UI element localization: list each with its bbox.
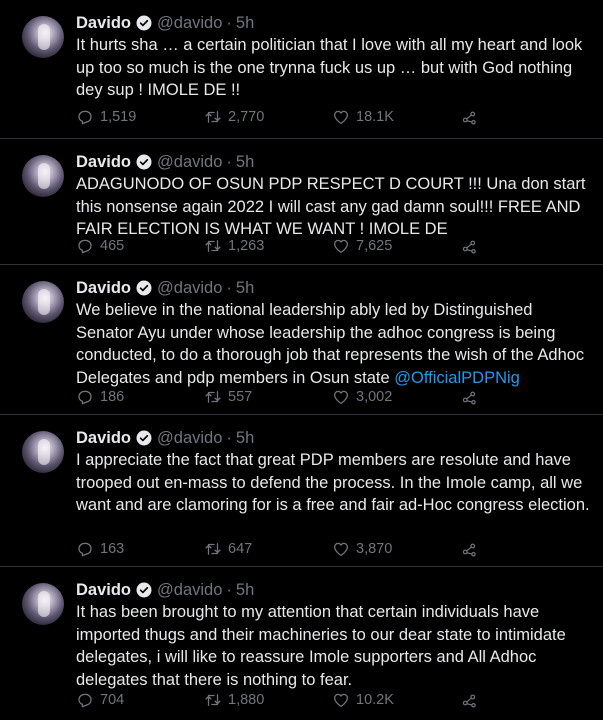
tweet-text-content: ADAGUNODO OF OSUN PDP RESPECT D COURT !!! Una don start this nonsense again 2022 I will cast any gad damn soul!!! FREE AND FAIR ELECTION IS WHAT WE WANT ! IMOLE DE [76,175,586,238]
tweet-text-content: It hurts sha … a certain politician that I love with all my heart and look up too so much is the one trynna fuck us up … but with God nothing dey sup ! IMOLE DE !! [76,36,583,99]
retweet-count: 557 [228,389,253,405]
tweet[interactable] [0,265,603,415]
reply-icon [76,388,94,406]
retweet-icon [204,237,222,255]
tweet[interactable] [0,415,603,567]
verified-badge-icon [135,14,153,32]
tweet[interactable] [0,139,603,265]
tweet-body [76,151,591,241]
tweet-time[interactable]: 5h [235,429,255,447]
like-button[interactable] [332,539,392,559]
like-icon [332,540,350,558]
retweet-count: 1,263 [228,238,265,254]
author-name[interactable]: Davido [76,14,132,32]
retweet-icon [204,691,222,709]
tweet-time[interactable]: 5h [235,581,255,599]
separator: · [226,153,232,171]
reply-icon [76,540,94,558]
reply-icon [76,237,94,255]
author-name[interactable]: Davido [76,153,132,171]
tweet[interactable] [0,567,603,720]
tweet-body [76,427,591,517]
retweet-icon [204,540,222,558]
reply-icon [76,691,94,709]
author-handle[interactable]: @davido [157,581,223,599]
tweet-time[interactable]: 5h [235,279,255,297]
avatar[interactable] [22,583,64,625]
like-icon [332,388,350,406]
retweet-button[interactable] [204,387,252,407]
reply-icon [76,108,94,126]
avatar[interactable] [22,155,64,197]
like-count: 7,625 [356,238,393,254]
reply-button[interactable] [76,107,136,127]
avatar[interactable] [22,281,64,323]
separator: · [226,279,232,297]
like-icon [332,108,350,126]
reply-button[interactable] [76,690,124,710]
reply-button[interactable] [76,539,124,559]
avatar[interactable] [22,431,64,473]
mention-link[interactable]: @OfficialPDPNig [394,368,520,387]
share-button[interactable] [460,690,478,710]
share-icon [460,388,478,406]
like-count: 3,870 [356,541,393,557]
retweet-icon [204,108,222,126]
retweet-button[interactable] [204,107,264,127]
tweet-body [76,12,591,102]
tweet-header [76,427,591,449]
tweet-text [76,173,591,241]
retweet-count: 1,880 [228,692,265,708]
like-count: 3,002 [356,389,393,405]
tweet-actions [76,236,496,256]
reply-count: 704 [100,692,125,708]
tweet-body [76,277,591,389]
like-button[interactable] [332,387,392,407]
like-count: 18.1K [356,109,394,125]
verified-badge-icon [135,429,153,447]
separator: · [226,581,232,599]
reply-count: 186 [100,389,125,405]
author-handle[interactable]: @davido [157,14,223,32]
like-count: 10.2K [356,692,394,708]
reply-count: 1,519 [100,109,137,125]
tweet-actions [76,690,496,710]
retweet-button[interactable] [204,236,264,256]
like-button[interactable] [332,690,394,710]
tweet-text [76,34,591,102]
tweet-text-content: It has been brought to my attention that certain individuals have imported thugs and their machineries to our dear state to intimidate delegates, i will like to reassure Imole supporters and All Adhoc delegates that there is nothing to fear. [76,603,566,689]
tweet-header [76,277,591,299]
retweet-button[interactable] [204,690,264,710]
share-icon [460,540,478,558]
share-button[interactable] [460,107,478,127]
tweet-header [76,12,591,34]
verified-badge-icon [135,153,153,171]
reply-count: 163 [100,541,125,557]
author-handle[interactable]: @davido [157,153,223,171]
like-icon [332,691,350,709]
reply-count: 465 [100,238,125,254]
author-name[interactable]: Davido [76,581,132,599]
tweet-text-content: I appreciate the fact that great PDP members are resolute and have trooped out en-mass to defend the process. In the Imole camp, all we want and are clamoring for is a free and fair ad-Hoc congress election. [76,451,590,514]
tweet-actions [76,539,496,559]
retweet-count: 647 [228,541,253,557]
retweet-button[interactable] [204,539,252,559]
tweet-body [76,579,591,691]
separator: · [226,429,232,447]
like-button[interactable] [332,107,394,127]
verified-badge-icon [135,279,153,297]
tweet-header [76,579,591,601]
share-button[interactable] [460,236,478,256]
tweet-actions [76,387,496,407]
tweet-text [76,299,591,389]
like-button[interactable] [332,236,392,256]
share-icon [460,108,478,126]
author-handle[interactable]: @davido [157,429,223,447]
tweet-header [76,151,591,173]
reply-button[interactable] [76,387,124,407]
verified-badge-icon [135,581,153,599]
share-button[interactable] [460,539,478,559]
reply-button[interactable] [76,236,124,256]
like-icon [332,237,350,255]
tweet-time[interactable]: 5h [235,153,255,171]
share-button[interactable] [460,387,478,407]
separator: · [226,14,232,32]
tweet-text [76,601,591,691]
avatar[interactable] [22,16,64,58]
tweet-actions [76,107,496,127]
tweet[interactable] [0,0,603,139]
author-handle[interactable]: @davido [157,279,223,297]
retweet-icon [204,388,222,406]
retweet-count: 2,770 [228,109,265,125]
tweet-text-content: We believe in the national leadership ably led by Distinguished Senator Ayu under whose leadership the adhoc congress is being conducted, to do a thorough job that represents the wish of the Adhoc Delegates and pdp members in Osun state [76,301,585,387]
share-icon [460,237,478,255]
author-name[interactable]: Davido [76,429,132,447]
author-name[interactable]: Davido [76,279,132,297]
share-icon [460,691,478,709]
tweet-text [76,449,591,517]
tweet-time[interactable]: 5h [235,14,255,32]
